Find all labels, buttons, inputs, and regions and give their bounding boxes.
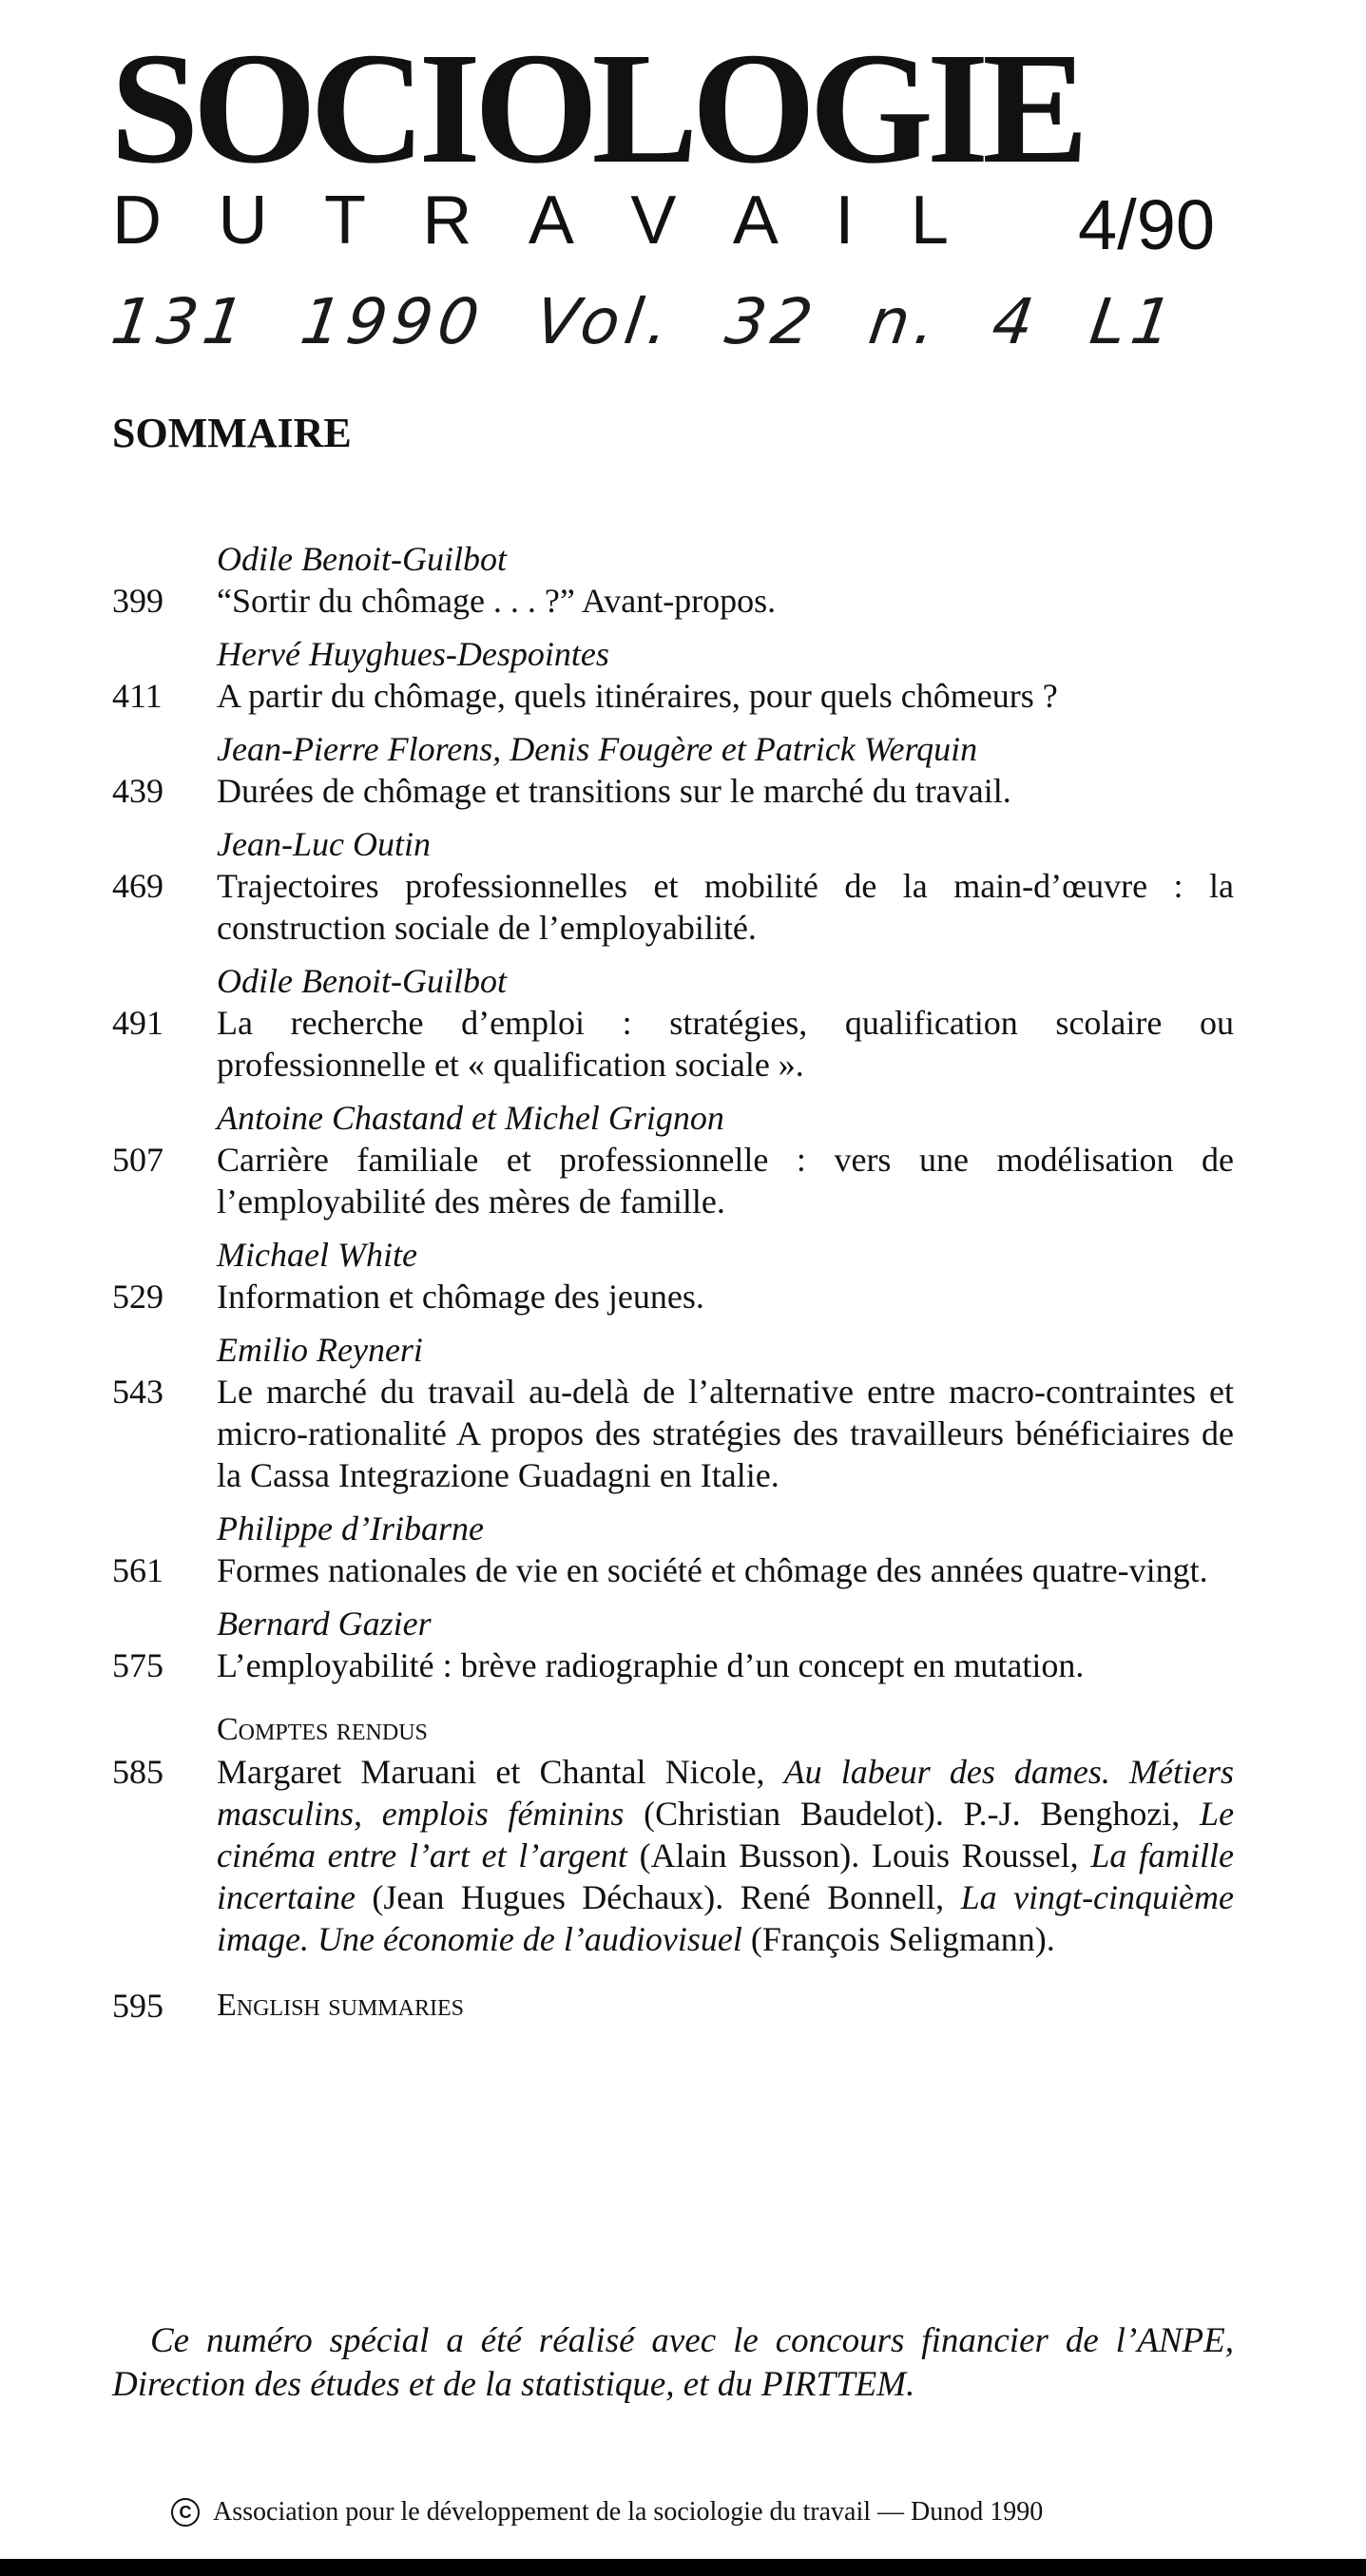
article-author: Odile Benoit-Guilbot [217, 540, 507, 578]
review-author: P.-J. Benghozi, [963, 1795, 1181, 1833]
toc-entry [112, 1603, 1234, 1686]
page-number: 585 [112, 1753, 164, 1791]
copyright-text: Association pour le développement de la sociologie du travail — Dunod 1990 [213, 2497, 1044, 2527]
toc-entry [112, 728, 1234, 812]
toc-row [112, 1002, 1234, 1086]
review-book-title: Le cinéma entre l’art et l’argent [217, 1795, 1235, 1874]
subtitle-letter: D [112, 183, 162, 259]
reviews-text [217, 1751, 1234, 1960]
reviews-section [112, 1709, 1234, 1960]
page-number: 575 [112, 1646, 164, 1684]
review-book-title: Au labeur des dames. Métiers masculins, emplois féminins [217, 1753, 1234, 1833]
article-title: Formes nationales de vie en société et chômage des années quatre-vingt. [217, 1551, 1208, 1589]
page-number: 399 [112, 582, 164, 620]
subtitle-letter: L [910, 183, 949, 259]
toc-entry [112, 538, 1234, 622]
journal-title: SOCIOLOGIE [110, 20, 1083, 197]
toc-row [112, 1371, 1234, 1496]
issue-number: 4/90 [1078, 185, 1216, 264]
toc-row [112, 1549, 1234, 1591]
article-author: Michael White [217, 1236, 417, 1274]
article-title: Carrière familiale et professionnelle : vers une modélisation de l’employabilité des mères de famille. [217, 1141, 1234, 1221]
page-number: 561 [112, 1551, 164, 1589]
page-number: 507 [112, 1141, 164, 1179]
handwritten-shelf-note: 131 1990 Vol. 32 n. 4 L1 [106, 285, 1183, 358]
english-summaries-entry [112, 1985, 1234, 2027]
review-reviewer: (Christian Baudelot). [644, 1795, 944, 1833]
toc-row [112, 675, 1234, 717]
review-book-title: La vingt-cinquième image. Une économie de l’audiovisuel [217, 1878, 1234, 1958]
subtitle-letter: V [630, 183, 677, 259]
toc-entry [112, 1097, 1234, 1222]
article-title: Trajectoires professionnelles et mobilité de la main-d’œuvre : la construction sociale de l’employabilité. [217, 867, 1234, 947]
review-author: Louis Roussel, [871, 1836, 1079, 1874]
review-book-title: La famille incertaine [217, 1836, 1235, 1916]
subtitle-letter: R [422, 183, 472, 259]
article-author: Bernard Gazier [217, 1605, 432, 1643]
article-title: Durées de chômage et transitions sur le marché du travail. [217, 772, 1011, 810]
page-number: 491 [112, 1004, 164, 1042]
subtitle-letter: I [835, 183, 855, 259]
article-title: La recherche d’emploi : stratégies, qualification scolaire ou professionnelle et « qualification sociale ». [217, 1004, 1234, 1084]
article-title: “Sortir du chômage . . . ?” Avant-propos. [217, 582, 777, 620]
journal-subtitle [112, 183, 949, 259]
toc-row [112, 1139, 1234, 1222]
review-reviewer: (Jean Hugues Déchaux). [372, 1878, 724, 1916]
page-number: 439 [112, 772, 164, 810]
toc-entry [112, 633, 1234, 717]
article-title: Information et chômage des jeunes. [217, 1278, 704, 1316]
subtitle-letter: T [323, 183, 366, 259]
copyright-line [171, 2498, 1043, 2527]
toc-row [112, 1985, 1234, 2027]
funding-note: Ce numéro spécial a été réalisé avec le concours financier de l’ANPE, Direction des études et de la statistique, et du PIRTTEM. [112, 2321, 1234, 2404]
article-author: Antoine Chastand et Michel Grignon [217, 1099, 724, 1137]
toc-row [112, 1276, 1234, 1317]
toc-row [112, 1644, 1234, 1686]
toc-row [112, 865, 1234, 949]
page-number: 529 [112, 1278, 164, 1316]
article-author: Odile Benoit-Guilbot [217, 962, 507, 1000]
toc-row [112, 1751, 1234, 1960]
page-number: 595 [112, 1987, 164, 2025]
article-author: Emilio Reyneri [217, 1331, 423, 1369]
subtitle-letter: A [732, 183, 779, 259]
english-summaries-label: English summaries [217, 1988, 464, 2023]
subtitle-letter: A [528, 183, 574, 259]
review-author: René Bonnell, [740, 1878, 945, 1916]
article-author: Philippe d’Iribarne [217, 1509, 484, 1548]
page-number: 411 [112, 677, 163, 715]
copyright-icon: C [171, 2498, 200, 2527]
article-author: Jean-Pierre Florens, Denis Fougère et Patrick Werquin [217, 730, 978, 768]
review-reviewer: (François Seligmann). [750, 1920, 1055, 1958]
bottom-border [0, 2559, 1366, 2576]
contents-heading: SOMMAIRE [112, 410, 352, 456]
page-number: 543 [112, 1373, 164, 1411]
toc-entry [112, 1234, 1234, 1317]
review-reviewer: (Alain Busson). [639, 1836, 860, 1874]
article-title: Le marché du travail au-delà de l’alternative entre macro-contraintes et micro-rationalité A propos des stratégies des travailleurs bénéficiaires de la Cassa Integrazione Guadagni en Italie. [217, 1373, 1234, 1494]
reviews-label: Comptes rendus [217, 1712, 428, 1747]
toc-entry [112, 1508, 1234, 1591]
page-number: 469 [112, 867, 164, 905]
subtitle-letter: U [218, 183, 268, 259]
article-author: Jean-Luc Outin [217, 825, 431, 863]
article-author: Hervé Huyghues-Despointes [217, 635, 609, 673]
review-author: Margaret Maruani et Chantal Nicole, [217, 1753, 765, 1791]
table-of-contents [112, 538, 1234, 2038]
article-title: A partir du chômage, quels itinéraires, pour quels chômeurs ? [217, 677, 1058, 715]
toc-row [112, 580, 1234, 622]
toc-row [112, 770, 1234, 812]
toc-entry [112, 960, 1234, 1086]
toc-entry [112, 1329, 1234, 1496]
toc-entry [112, 823, 1234, 949]
article-title: L’employabilité : brève radiographie d’un concept en mutation. [217, 1646, 1085, 1684]
